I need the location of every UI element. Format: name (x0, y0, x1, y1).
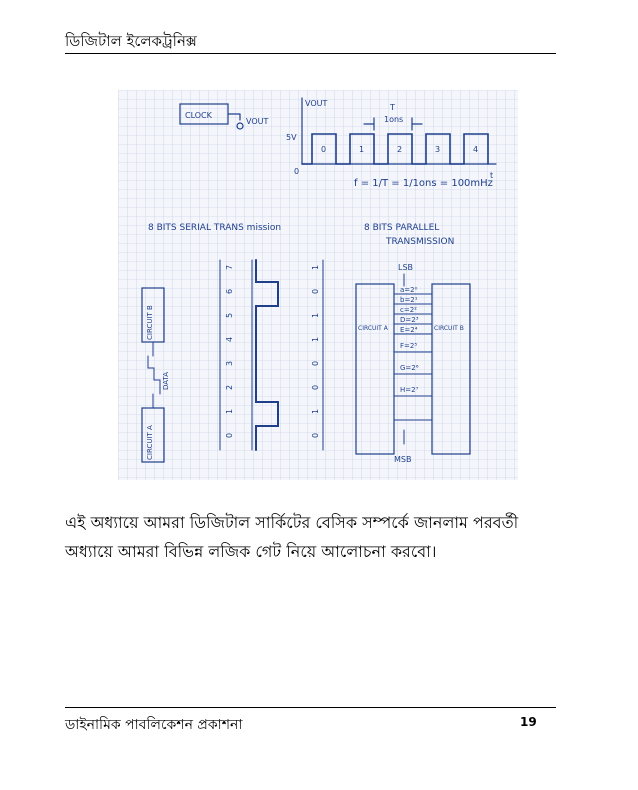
serial-bit-index: 0 (225, 432, 234, 438)
parallel-circuit-b-label: CIRCUIT B (434, 325, 464, 332)
serial-bit-value: 1 (311, 264, 320, 270)
pulse-label: 3 (435, 145, 441, 154)
origin-label: 0 (294, 167, 300, 176)
pulse-label: 4 (473, 145, 479, 154)
serial-bit-value: 1 (311, 336, 320, 342)
parallel-bit: E=2⁴ (400, 326, 418, 334)
serial-circuit-b-label: CIRCUIT B (146, 305, 154, 340)
time-label: t (490, 171, 494, 180)
frequency-formula: f = 1/T = 1/1ons = 100mHz (354, 178, 493, 189)
page-number: 19 (520, 715, 537, 729)
data-label: DATA (162, 371, 170, 390)
serial-bit-value: 0 (311, 432, 320, 438)
parallel-bit: G=2⁶ (400, 364, 419, 372)
period-label: T (390, 103, 395, 112)
body-paragraph (65, 508, 560, 566)
serial-bit-index: 4 (225, 336, 234, 342)
parallel-title-line2: TRANSMISSION (386, 237, 455, 247)
serial-bit-value: 0 (311, 288, 320, 294)
vout-output-label: VOUT (246, 117, 269, 126)
serial-bit-index: 7 (225, 264, 234, 270)
serial-bit-index: 6 (225, 288, 234, 294)
parallel-bit: F=2⁵ (400, 342, 418, 350)
serial-bit-index: 2 (225, 384, 234, 390)
pulse-label: 0 (321, 145, 327, 154)
serial-bit-value: 1 (311, 312, 320, 318)
serial-bit-index: 5 (225, 312, 234, 318)
lsb-label: LSB (398, 263, 414, 272)
footer-publisher: ডাইনামিক পাবলিকেশন প্রকাশনা (65, 717, 243, 733)
parallel-circuit-a-label: CIRCUIT A (358, 325, 388, 332)
header-rule (65, 53, 556, 54)
serial-bit-value: 0 (311, 384, 320, 390)
period-value: 1ons (384, 115, 404, 124)
body-line: এই অধ্যায়ে আমরা ডিজিটাল সার্কিটের বেসিক সম্পর্কে জানলাম পরবর্তী (65, 513, 519, 532)
parallel-title-line1: 8 BITS PARALLEL (364, 223, 440, 233)
serial-title: 8 BITS SERIAL TRANS mission (148, 223, 282, 233)
figure-svg (118, 90, 518, 480)
parallel-bit: a=2⁰ (400, 286, 418, 294)
footer-rule (65, 707, 556, 708)
body-line: অধ্যায়ে আমরা বিভিন্ন লজিক গেট নিয়ে আলোচনা করবো। (65, 542, 437, 561)
parallel-bit: H=2⁷ (400, 386, 419, 394)
parallel-bit: D=2³ (400, 316, 419, 324)
serial-bit-index: 1 (225, 408, 234, 414)
parallel-bit: c=2² (400, 306, 417, 314)
pulse-label: 1 (359, 145, 365, 154)
graph-paper-grid (118, 90, 518, 480)
voltage-label: 5V (286, 133, 297, 142)
vout-axis-label: VOUT (305, 99, 328, 108)
hand-drawn-figure (118, 90, 518, 480)
clock-label: CLOCK (185, 111, 212, 120)
parallel-bit: b=2¹ (400, 296, 418, 304)
running-header-title: ডিজিটাল ইলেকট্রনিক্স (65, 32, 197, 50)
serial-bit-value: 0 (311, 360, 320, 366)
serial-circuit-a-label: CIRCUIT A (146, 425, 154, 460)
msb-label: MSB (394, 455, 412, 464)
pulse-label: 2 (397, 145, 403, 154)
serial-bit-value: 1 (311, 408, 320, 414)
serial-bit-index: 3 (225, 360, 234, 366)
